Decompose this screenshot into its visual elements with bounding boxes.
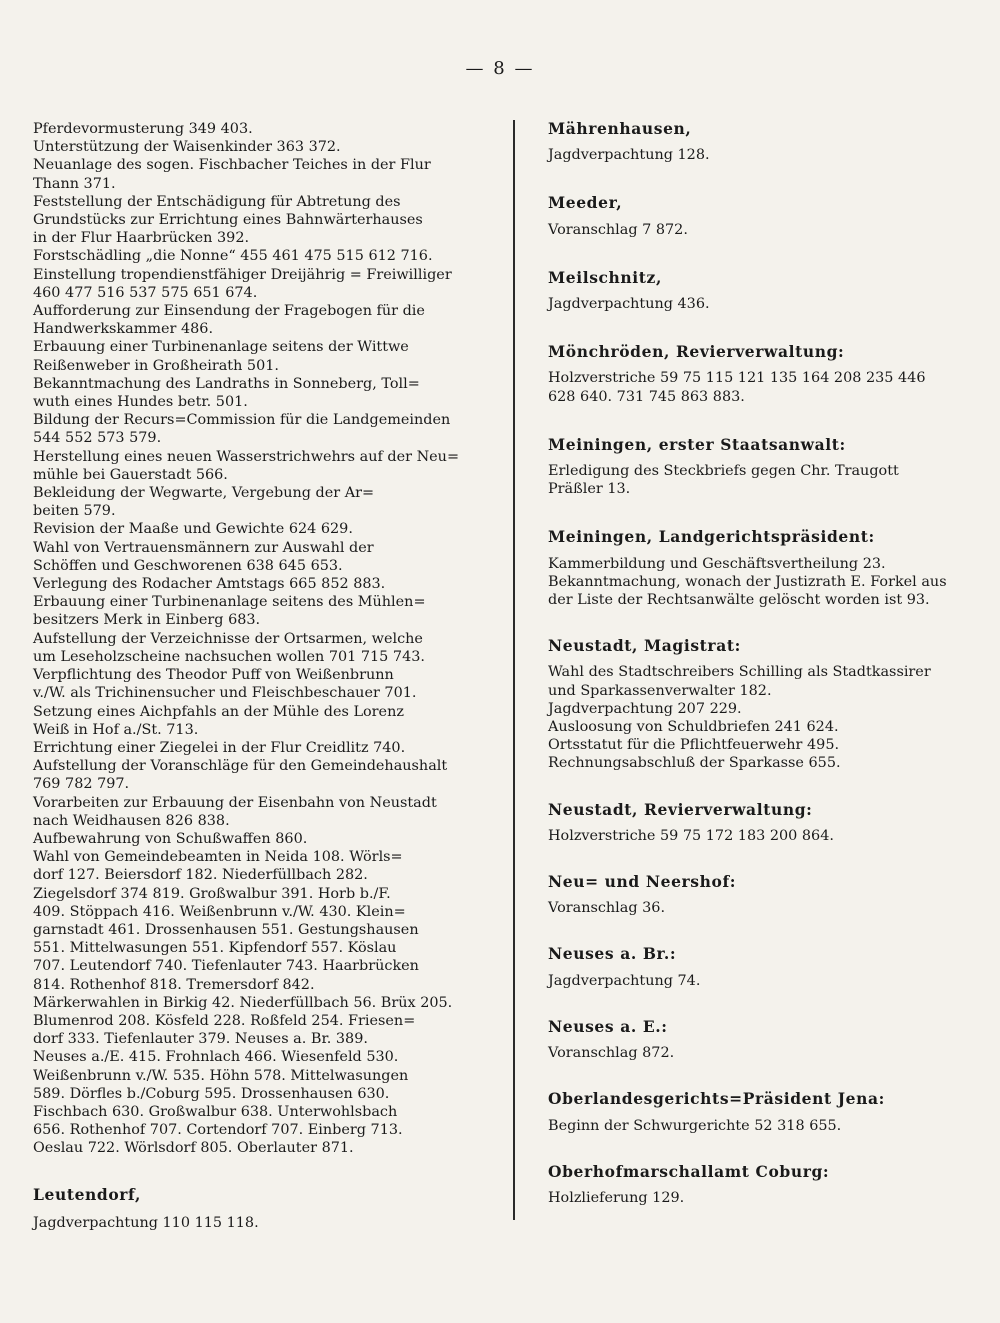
section-entry: Holzlieferung 129. — [548, 1189, 685, 1206]
section-heading: Leutendorf, — [33, 1184, 141, 1204]
right-section — [548, 269, 980, 313]
right-section — [548, 637, 980, 772]
index-line: dorf 127. Beiersdorf 182. Niederfüllbach 282. — [33, 867, 368, 884]
section-heading: Meiningen, Landgerichtspräsident: — [548, 527, 875, 547]
right-section — [548, 1090, 980, 1134]
section-entry: 628 640. 731 745 863 883. — [548, 388, 745, 405]
section-entry: Holzverstriche 59 75 115 121 135 164 208 235 446 — [548, 370, 926, 387]
index-line: Aufforderung zur Einsendung der Fragebogen für die — [33, 303, 425, 320]
index-line: 551. Mittelwasungen 551. Kipfendorf 557. Köslau — [33, 940, 397, 957]
index-line: 814. Rothenhof 818. Tremersdorf 842. — [33, 976, 315, 993]
index-line: 409. Stöppach 416. Weißenbrunn v./W. 430. Klein= — [33, 903, 406, 920]
index-line: Handwerkskammer 486. — [33, 321, 214, 338]
section-entry: Voranschlag 872. — [548, 1045, 675, 1062]
index-line: Erbauung einer Turbinenanlage seitens der Wittwe — [33, 339, 409, 356]
right-section — [548, 120, 980, 164]
index-line: Grundstücks zur Errichtung eines Bahnwärterhauses — [33, 212, 423, 229]
section-entry: Beginn der Schwurgerichte 52 318 655. — [548, 1117, 842, 1134]
section-entry: Jagdverpachtung 128. — [548, 147, 710, 164]
right-section — [548, 436, 980, 499]
index-line: Schöffen und Geschworenen 638 645 653. — [33, 557, 343, 574]
index-line: beiten 579. — [33, 503, 116, 520]
section-heading: Mährenhausen, — [548, 119, 692, 138]
index-line: Ziegelsdorf 374 819. Großwalbur 391. Horb b./F. — [33, 885, 391, 902]
section-entry: und Sparkassenverwalter 182. — [548, 682, 772, 699]
section-entry: Jagdverpachtung 110 115 118. — [33, 1214, 259, 1231]
left-entries — [33, 120, 499, 1158]
section-entry: Holzverstriche 59 75 172 183 200 864. — [548, 827, 834, 844]
right-section — [548, 528, 980, 609]
left-tail-section — [33, 1186, 499, 1232]
index-line: in der Flur Haarbrücken 392. — [33, 230, 250, 247]
section-entry: Voranschlag 7 872. — [548, 221, 688, 238]
index-line: Revision der Maaße und Gewichte 624 629. — [33, 521, 353, 538]
index-line: Thann 371. — [33, 175, 116, 192]
section-heading: Meiningen, erster Staatsanwalt: — [548, 434, 846, 454]
right-section — [548, 343, 980, 406]
index-line: Verlegung des Rodacher Amtstags 665 852 883. — [33, 576, 386, 593]
section-heading: Neu= und Neershof: — [548, 872, 737, 892]
right-column — [548, 120, 980, 1207]
index-line: Feststellung der Entschädigung für Abtretung des — [33, 193, 401, 210]
right-section — [548, 873, 980, 917]
section-entry: Jagdverpachtung 436. — [548, 296, 710, 313]
index-line: Blumenrod 208. Kösfeld 228. Roßfeld 254. Friesen= — [33, 1012, 416, 1029]
right-section — [548, 194, 980, 238]
section-body — [548, 1189, 980, 1207]
section-body — [548, 827, 980, 845]
right-section — [548, 945, 980, 989]
section-entry: Jagdverpachtung 74. — [548, 972, 701, 989]
section-entry: Bekanntmachung, wonach der Justizrath E. Forkel aus — [548, 573, 947, 590]
right-sections — [548, 120, 980, 1207]
index-line: Forstschädling „die Nonne“ 455 461 475 515 612 716. — [33, 248, 433, 265]
section-entry: Kammerbildung und Geschäftsvertheilung 23. — [548, 555, 886, 572]
index-line: 544 552 573 579. — [33, 430, 162, 447]
section-entry: Voranschlag 36. — [548, 900, 666, 917]
section-heading: Oberlandesgerichts=Präsident Jena: — [548, 1089, 885, 1109]
index-line: dorf 333. Tiefenlauter 379. Neuses a. Br. 389. — [33, 1031, 368, 1048]
index-line: 707. Leutendorf 740. Tiefenlauter 743. Haarbrücken — [33, 958, 419, 975]
right-section — [548, 1163, 980, 1207]
index-line: Neuses a./E. 415. Frohnlach 466. Wiesenfeld 530. — [33, 1049, 399, 1066]
section-entry: Ausloosung von Schuldbriefen 241 624. — [548, 719, 839, 736]
index-line: Weißenbrunn v./W. 535. Höhn 578. Mittelwasungen — [33, 1067, 409, 1084]
section-entry: Rechnungsabschluß der Sparkasse 655. — [548, 755, 841, 772]
index-line: Bekleidung der Wegwarte, Vergebung der Ar= — [33, 485, 375, 502]
index-line: Märkerwahlen in Birkig 42. Niederfüllbach 56. Brüx 205. — [33, 994, 453, 1011]
index-line: Weiß in Hof a./St. 713. — [33, 721, 199, 738]
section-body — [548, 972, 980, 990]
section-entry: Erledigung des Steckbriefs gegen Chr. Traugott — [548, 463, 899, 480]
section-body — [548, 295, 980, 313]
section-heading: Meeder, — [548, 193, 623, 213]
section-entry: Präßler 13. — [548, 481, 631, 498]
index-line: Wahl von Gemeindebeamten in Neida 108. Wörls= — [33, 849, 403, 866]
section-entry: Jagdverpachtung 207 229. — [548, 700, 742, 717]
section-body — [548, 462, 980, 498]
section-body — [548, 146, 980, 164]
section-body — [548, 663, 980, 772]
index-line: Aufstellung der Verzeichnisse der Ortsarmen, welche — [33, 630, 423, 647]
index-line: Verpflichtung des Theodor Puff von Weißenbrunn — [33, 667, 394, 684]
section-body — [548, 1044, 980, 1062]
index-line: Oeslau 722. Wörlsdorf 805. Oberlauter 871. — [33, 1140, 354, 1157]
index-line: Wahl von Vertrauensmännern zur Auswahl der — [33, 539, 374, 556]
column-divider — [513, 120, 515, 1220]
index-line: garnstadt 461. Drossenhausen 551. Gestungshausen — [33, 921, 419, 938]
index-line: 656. Rothenhof 707. Cortendorf 707. Einberg 713. — [33, 1122, 403, 1139]
section-body — [548, 369, 980, 405]
section-heading: Oberhofmarschallamt Coburg: — [548, 1161, 830, 1181]
section-heading: Neustadt, Revierverwaltung: — [548, 799, 813, 819]
index-line: Pferdevormusterung 349 403. — [33, 121, 253, 137]
index-line: mühle bei Gauerstadt 566. — [33, 466, 228, 483]
index-line: Neuanlage des sogen. Fischbacher Teiches in der Flur — [33, 157, 431, 174]
page-number: — 8 — — [465, 58, 535, 79]
section-heading: Mönchröden, Revierverwaltung: — [548, 342, 845, 362]
index-line: Unterstützung der Waisenkinder 363 372. — [33, 139, 341, 156]
section-body — [548, 221, 980, 239]
section-entry: Wahl des Stadtschreibers Schilling als Stadtkassirer — [548, 664, 931, 681]
index-line: 460 477 516 537 575 651 674. — [33, 284, 258, 301]
right-section — [548, 1018, 980, 1062]
index-line: Reißenweber in Großheirath 501. — [33, 357, 279, 374]
index-line: v./W. als Trichinensucher und Fleischbeschauer 701. — [33, 685, 417, 702]
index-line: besitzers Merk in Einberg 683. — [33, 612, 261, 629]
index-line: Vorarbeiten zur Erbauung der Eisenbahn von Neustadt — [33, 794, 437, 811]
index-line: Einstellung tropendienstfähiger Dreijährig = Freiwilliger — [33, 266, 452, 283]
index-line: wuth eines Hundes betr. 501. — [33, 394, 248, 411]
index-line: Bildung der Recurs=Commission für die Landgemeinden — [33, 412, 451, 429]
index-line: Errichtung einer Ziegelei in der Flur Creidlitz 740. — [33, 739, 406, 756]
index-line: nach Weidhausen 826 838. — [33, 812, 230, 829]
index-line: 589. Dörfles b./Coburg 595. Drossenhausen 630. — [33, 1085, 390, 1102]
section-heading: Neuses a. E.: — [548, 1016, 668, 1036]
section-entry: Ortsstatut für die Pflichtfeuerwehr 495. — [548, 737, 840, 754]
section-body — [548, 555, 980, 610]
section-heading: Meilschnitz, — [548, 267, 662, 287]
section-body — [548, 1117, 980, 1135]
index-line: Aufstellung der Voranschläge für den Gemeindehaushalt — [33, 758, 448, 775]
right-section — [548, 801, 980, 845]
index-line: um Leseholzscheine nachsuchen wollen 701 715 743. — [33, 648, 425, 665]
index-line: Setzung eines Aichpfahls an der Mühle des Lorenz — [33, 703, 404, 720]
section-heading: Neustadt, Magistrat: — [548, 636, 741, 656]
section-body — [548, 899, 980, 917]
left-column — [33, 120, 499, 1232]
index-line: Bekanntmachung des Landraths in Sonneberg, Toll= — [33, 375, 420, 392]
index-line: Aufbewahrung von Schußwaffen 860. — [33, 830, 308, 847]
index-line: Fischbach 630. Großwalbur 638. Unterwohlsbach — [33, 1103, 398, 1120]
index-line: Erbauung einer Turbinenanlage seitens des Mühlen= — [33, 594, 426, 611]
section-entry: der Liste der Rechtsanwälte gelöscht worden ist 93. — [548, 592, 930, 609]
section-heading: Neuses a. Br.: — [548, 944, 677, 964]
index-line: 769 782 797. — [33, 776, 130, 793]
index-line: Herstellung eines neuen Wasserstrichwehrs auf der Neu= — [33, 448, 459, 465]
